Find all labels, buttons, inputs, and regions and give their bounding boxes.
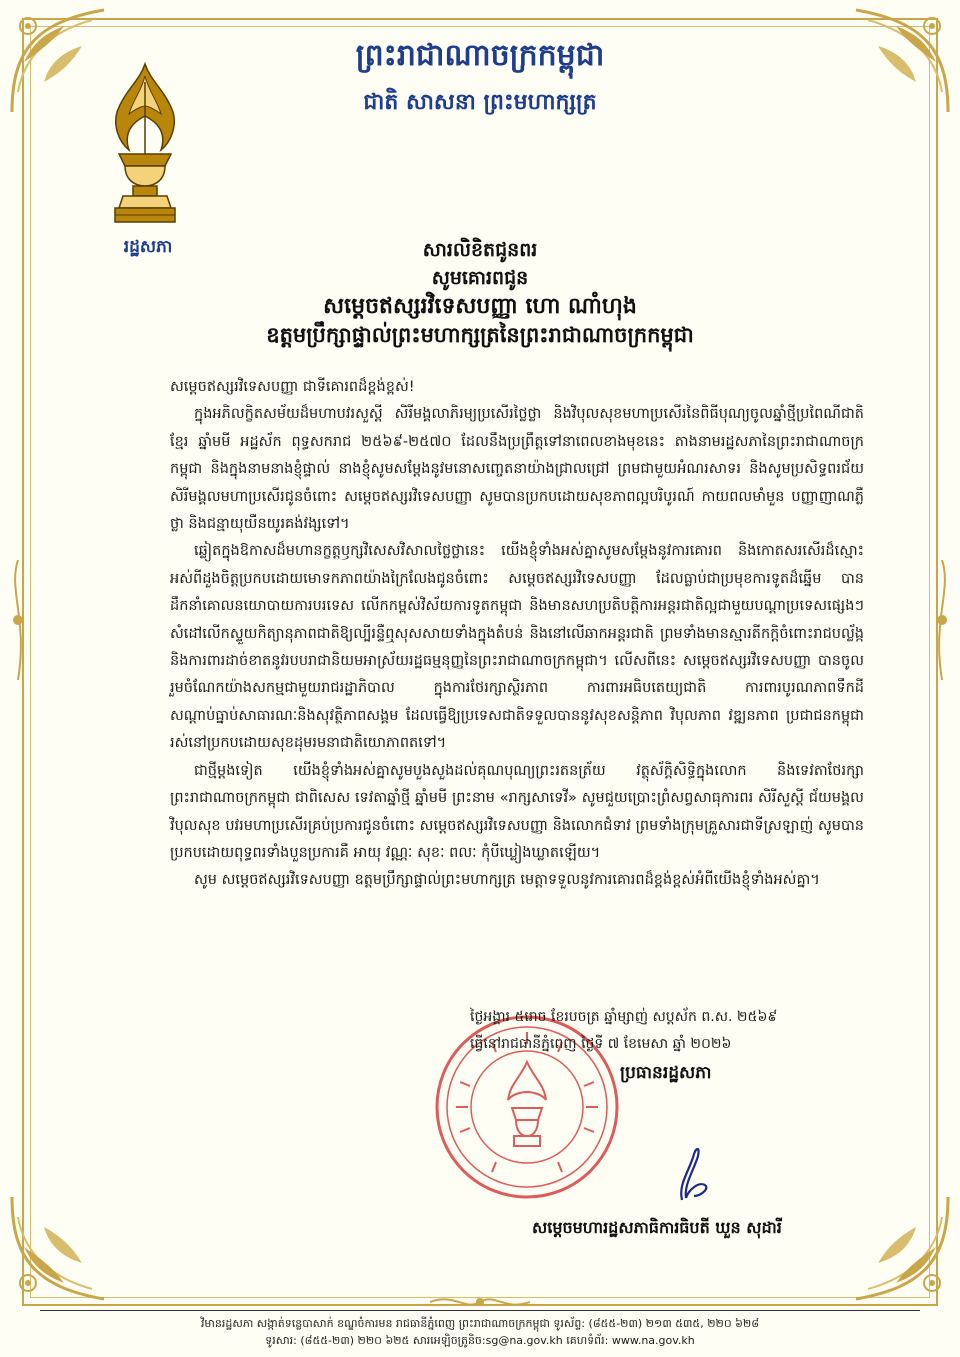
paragraph-blessing: ជាថ្មីម្តងទៀត យើងខ្ញុំទាំងអស់គ្នាសូមបួងសួងដល់គុណបុណ្យព្រះរតនត្រ័យ វត្ថុស័ក្តិសិទ្ធិក្នុងលោក និងទេវតាថែរក្សាព្រះរាជាណាចក្រកម្ពុជា ជាពិសេស ទេវតាឆ្នាំថ្មី ឆ្នាំមមី ព្រះនាម «រាក្សសាទេវី» សូមជួយប្រោះព្រំសព្វសាធុការពរ សិរីសួស្តី ជ័យមង្គល វិបុលសុខ បវរមហាប្រសើរគ្រប់ប្រការជូនចំពោះ សម្តេចឥស្សរវិទេសបញ្ញា និងលោកជំទាវ ព្រមទាំងក្រុមគ្រួសារជាទីស្រឡាញ់ សូមបានប្រកបដោយពុទ្ធពរទាំងបួនប្រការគឺ អាយុ វណ្ណៈ សុខៈ ពលៈ កុំបីឃ្លៀងឃ្លាតឡើយ។	[170, 762, 864, 861]
corner-ornament-icon	[836, 1187, 956, 1307]
bottom-ornament-icon	[430, 1293, 530, 1311]
salutation: សម្តេចឥស្សរវិទេសបញ្ញា ជាទីគោរពដ៏ខ្ពង់ខ្ពស់!	[170, 379, 415, 395]
lunar-date-line: ថ្ងៃអង្គារ ៥រោច ខែរបចត្រ ឆ្នាំម្សាញ់ សប្តស័ក ព.ស. ២៥៦៩	[470, 1009, 778, 1025]
signer-role: ប្រធានរដ្ឋសភា	[620, 1063, 712, 1083]
letter-type-heading: សារលិខិតជូនពរ	[422, 239, 538, 261]
respectful-address: សូមគោរពជូន	[431, 267, 529, 289]
side-ornament-icon	[6, 560, 30, 680]
place-date-line: ធ្វើនៅរាជធានីភ្នំពេញ ថ្ងៃទី ៧ ខែមេសា ឆ្នាំ ២០២៦	[470, 1036, 732, 1052]
signer-name: សម្តេចមហារដ្ឋសភាធិការធិបតី ឃួន សុដារី	[532, 1218, 782, 1237]
kingdom-title: ព្រះរាជាណាចក្រកម្ពុជា	[355, 38, 605, 73]
letter-body	[170, 374, 864, 895]
national-motto: ជាតិ សាសនា ព្រះមហាក្សត្រ	[363, 89, 597, 115]
paragraph-appreciation: ឆ្លៀតក្នុងឱកាសដ៏មហានក្ខត្តឫក្សវិសេសវិសាលថ្លៃថ្លានេះ យើងខ្ញុំទាំងអស់គ្នាសូមសម្តែងនូវការគោរព និងកោតសរសើរដ៏ស្មោះអស់ពីដួងចិត្តប្រកបដោយមោទកភាពយ៉ាងក្រៃលែងជូនចំពោះ សម្តេចឥស្សរវិទេសបញ្ញា ដែលធ្លាប់ជាប្រមុខការទូតដ៏ឆ្នើម បានដឹកនាំគោលនយោបាយការបរទេស លើកកម្ពស់វិស័យការទូតកម្ពុជា និងមានសហប្រតិបត្តិការអន្តរជាតិល្អជាមួយបណ្តាប្រទេសផ្សេងៗ សំដៅលើកស្ទួយកិត្យានុភាពជាតិឱ្យល្បីរន្ទឺឮសុសសាយទាំងក្នុងតំបន់ និងនៅលើឆាកអន្តរជាតិ ព្រមទាំងមានស្មារតីកក្តិចំពោះរាជបល្ល័ង្ក និងការពារដាច់ខាតនូវរបបរាជានិយមអាស្រ័យរដ្ឋធម្មនុញ្ញនៃព្រះរាជាណាចក្រកម្ពុជា។ លើសពីនេះ សម្តេចឥស្សរវិទេសបញ្ញា បានចូលរួមចំណែកយ៉ាងសកម្មជាមួយរាជរដ្ឋាភិបាល ក្នុងការថែរក្សាស្ថិរភាព ការពារអធិបតេយ្យជាតិ ការពារបូរណភាពទឹកដី សណ្តាប់ធ្នាប់សាធារណៈនិងសុវត្ថិភាពសង្គម ដែលធ្វើឱ្យប្រទេសជាតិទទួលបាននូវសុខសន្តិភាព វិបុលភាព វឌ្ឍនភាព ប្រជាជនកម្ពុជារស់នៅប្រកបដោយសុខដុមរមនាជាតិយោភាពតទៅ។	[170, 543, 864, 752]
handwritten-signature-icon	[660, 1140, 720, 1210]
national-assembly-emblem-icon	[95, 62, 195, 232]
paragraph-closing: សូម សម្តេចឥស្សរវិទេសបញ្ញា ឧត្តមប្រឹក្សាផ្ទាល់ព្រះមហាក្សត្រ មេត្តាទទួលនូវការគោរពដ៏ខ្ពង់ខ្ពស់អំពីយើងខ្ញុំទាំងអស់គ្នា។	[194, 872, 820, 889]
footer-address: វិមានរដ្ឋសភា សង្កាត់ទន្លេបាសាក់ ខណ្ឌចំការមន រាជធានីភ្នំពេញ ព្រះរាជាណាចក្រកម្ពុជា ទូរស័ព្ទ: (៨៥៥-២៣) ២១៣ ៥៣៥, ២២០ ៦២៨	[200, 1317, 760, 1330]
recipient-title: ឧត្តមប្រឹក្សាផ្ទាល់ព្រះមហាក្សត្រនៃព្រះរាជាណាចក្រកម្ពុជា	[266, 322, 694, 347]
footer-divider	[40, 1310, 920, 1311]
footer-contacts: ទូរសារ: (៨៥៥-២៣) ២២០ ៦២៥ សារអេឡិចត្រូនិច:sg@na.gov.kh គេហទំព័រ: www.na.gov.kh	[265, 1334, 695, 1347]
institution-label: រដ្ឋសភា	[123, 237, 173, 257]
side-ornament-icon	[930, 560, 954, 680]
paragraph-greeting: ក្នុងអភិលក្ខិតសម័យដ៏មហាបវរសួស្តី សិរីមង្គលាភិរម្យប្រសើរថ្លៃថ្លា និងវិបុលសុខមហាប្រសើរនៃពិធីបុណ្យចូលឆ្នាំថ្មីប្រពៃណីជាតិខ្មែរ ឆ្នាំមមី អដ្ឋស័ក ពុទ្ធសករាជ ២៥៦៩-២៥៧០ ដែលនឹងប្រព្រឹត្តទៅនាពេលខាងមុខនេះ តាងនាមរដ្ឋសភានៃព្រះរាជាណាចក្រកម្ពុជា និងក្នុងនាមនាងខ្ញុំផ្ទាល់ នាងខ្ញុំសូមសម្តែងនូវមនោសញ្ចេតនាយ៉ាងជ្រាលជ្រៅ ព្រមជាមួយអំណរសាទរ និងសូមប្រសិទ្ធពរជ័យ សិរីមង្គលមហាប្រសើរជូនចំពោះ សម្តេចឥស្សរវិទេសបញ្ញា សូមបានប្រកបដោយសុខភាពល្អបរិបូរណ៍ កាយពលមាំមួន បញ្ញាញាណភ្លឺថ្លា និងជន្មាយុយឺនយូរគង់វង្សទៅ។	[170, 406, 864, 533]
recipient-name: សម្តេចឥស្សរវិទេសបញ្ញា ហោ ណាំហុង	[323, 293, 637, 319]
corner-ornament-icon	[4, 1187, 124, 1307]
